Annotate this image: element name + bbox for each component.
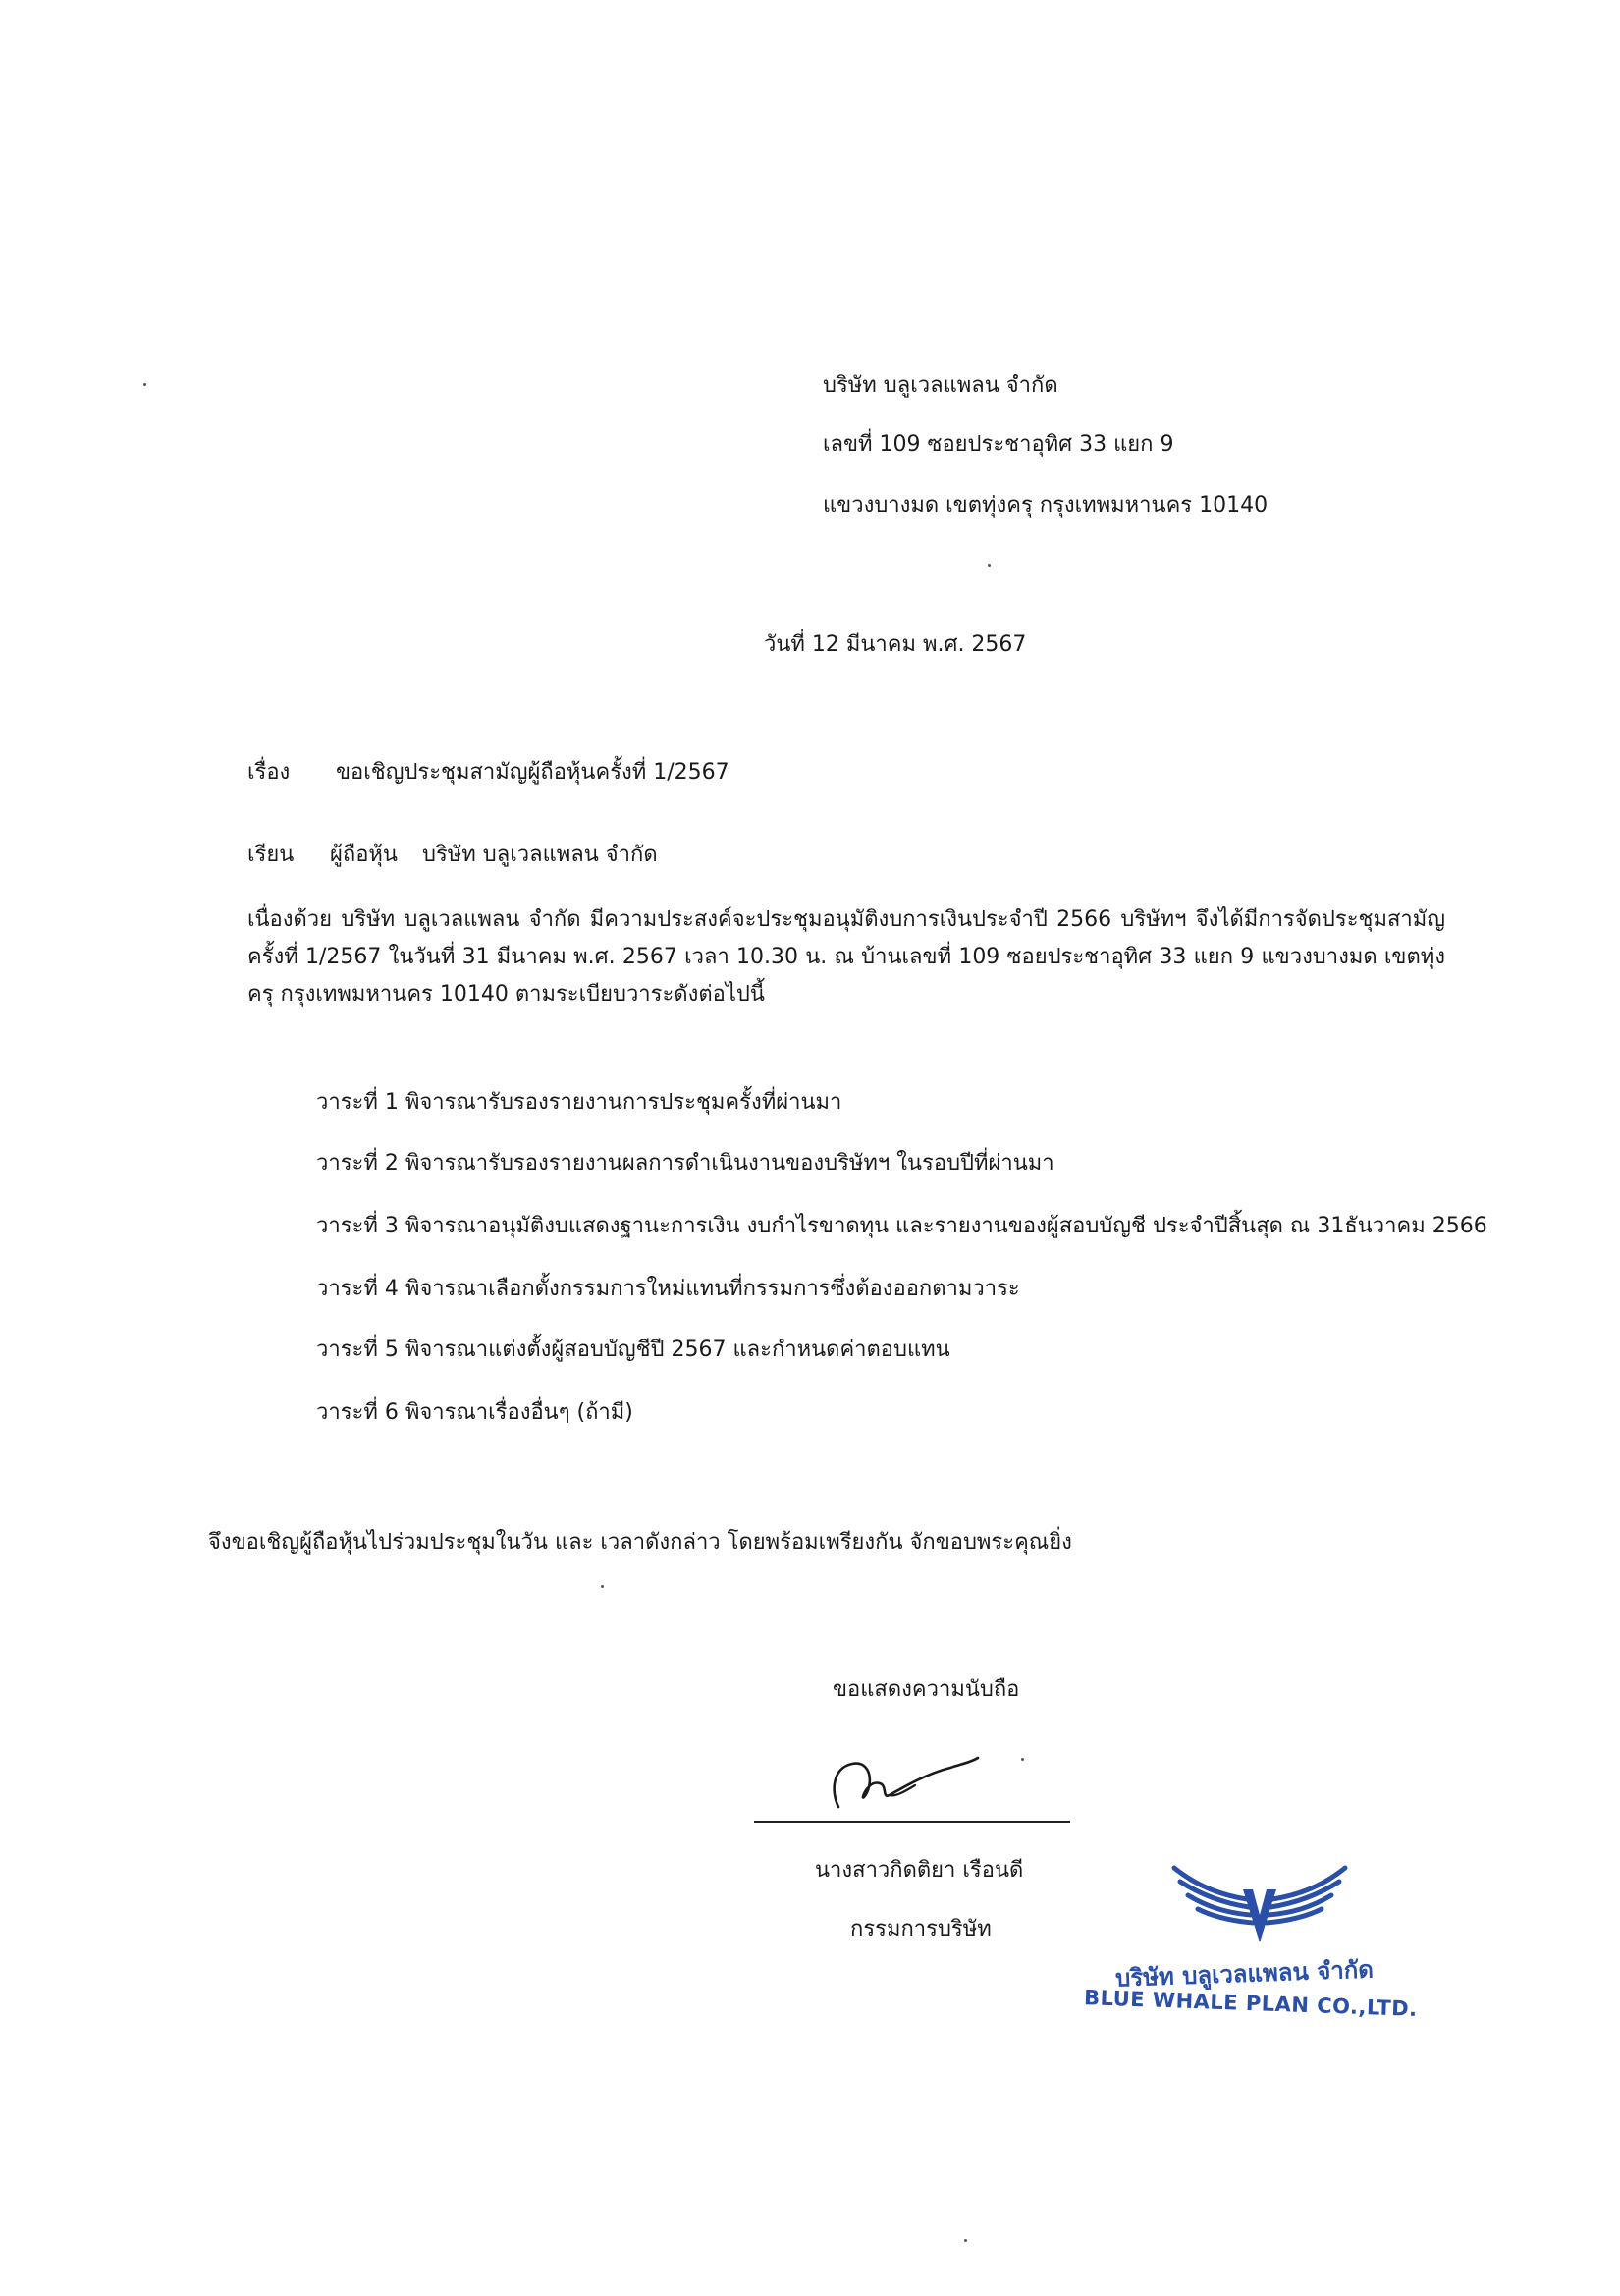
letter-date: วันที่ 12 มีนาคม พ.ศ. 2567	[764, 632, 1027, 657]
scan-speck	[143, 383, 146, 386]
stamp-thai-name: บริษัท บลูเวลแพลน จำกัด	[1114, 1955, 1375, 1993]
agenda-item-4: วาระที่ 4 พิจารณาเลือกตั้งกรรมการใหม่แทนที่กรรมการซึ่งต้องออกตามวาระ	[316, 1277, 1020, 1301]
signatory-title: กรรมการบริษัท	[850, 1917, 992, 1941]
stamp-english-name: BLUE WHALE PLAN CO.,LTD.	[1083, 1986, 1419, 2021]
agenda-item-3: วาระที่ 3 พิจารณาอนุมัติงบแสดงฐานะการเงิน งบกำไรขาดทุน และรายงานของผู้สอบบัญชี ประจำปีสิ้นสุด ณ 31ธันวาคม 2566	[316, 1214, 1487, 1238]
subject-label: เรื่อง	[247, 760, 291, 785]
agenda-item-2: วาระที่ 2 พิจารณารับรองรายงานผลการดำเนินงานของบริษัทฯ ในรอบปีที่ผ่านมา	[316, 1151, 1054, 1175]
recipient-company: บริษัท บลูเวลแพลน จำกัด	[422, 843, 658, 867]
signatory-name: นางสาวกิดติยา เรือนดี	[815, 1858, 1024, 1883]
scan-speck	[988, 564, 991, 567]
scan-speck	[1021, 1758, 1024, 1761]
company-stamp	[1076, 1856, 1419, 2043]
signature-line	[754, 1821, 1070, 1823]
body-paragraph: เนื่องด้วย บริษัท บลูเวลแพลน จำกัด มีความประสงค์จะประชุมอนุมัติงบการเงินประจำปี 2566 บริษัทฯ จึงได้มีการจัดประชุมสามัญครั้งที่ 1/2567 ในวันที่ 31 มีนาคม พ.ศ. 2567 เวลา 10.30 น. ณ บ้านเลขที่ 109 ซอยประชาอุทิศ 33 แยก 9 แขวงบางมด เขตทุ่งครุ กรุงเทพมหานคร 10140 ตามระเบียบวาระดังต่อไปนี้	[247, 907, 1445, 1007]
scan-speck	[601, 1585, 604, 1588]
whale-tail-logo-icon	[1166, 1856, 1353, 1946]
subject-text: ขอเชิญประชุมสามัญผู้ถือหุ้นครั้งที่ 1/2567	[336, 760, 729, 785]
sender-company: บริษัท บลูเวลแพลน จำกัด	[823, 373, 1058, 398]
sign-off: ขอแสดงความนับถือ	[833, 1677, 1020, 1702]
scan-speck	[964, 2239, 967, 2242]
sender-address-line2: แขวงบางมด เขตทุ่งครุ กรุงเทพมหานคร 10140	[823, 493, 1269, 518]
agenda-item-6: วาระที่ 6 พิจารณาเรื่องอื่นๆ (ถ้ามี)	[316, 1400, 633, 1425]
agenda-item-1: วาระที่ 1 พิจารณารับรองรายงานการประชุมครั้งที่ผ่านมา	[316, 1090, 842, 1115]
recipient-text: ผู้ถือหุ้น	[330, 843, 398, 867]
sender-address-line1: เลขที่ 109 ซอยประชาอุทิศ 33 แยก 9	[823, 432, 1174, 457]
handwritten-signature	[825, 1750, 1021, 1819]
closing-paragraph: จึงขอเชิญผู้ถือหุ้นไปร่วมประชุมในวัน และ เวลาดังกล่าว โดยพร้อมเพรียงกัน จักขอบพระคุณยิ่ง	[208, 1530, 1072, 1555]
agenda-item-5: วาระที่ 5 พิจารณาแต่งตั้งผู้สอบบัญชีปี 2567 และกำหนดค่าตอบแทน	[316, 1338, 950, 1362]
recipient-label: เรียน	[247, 843, 295, 867]
